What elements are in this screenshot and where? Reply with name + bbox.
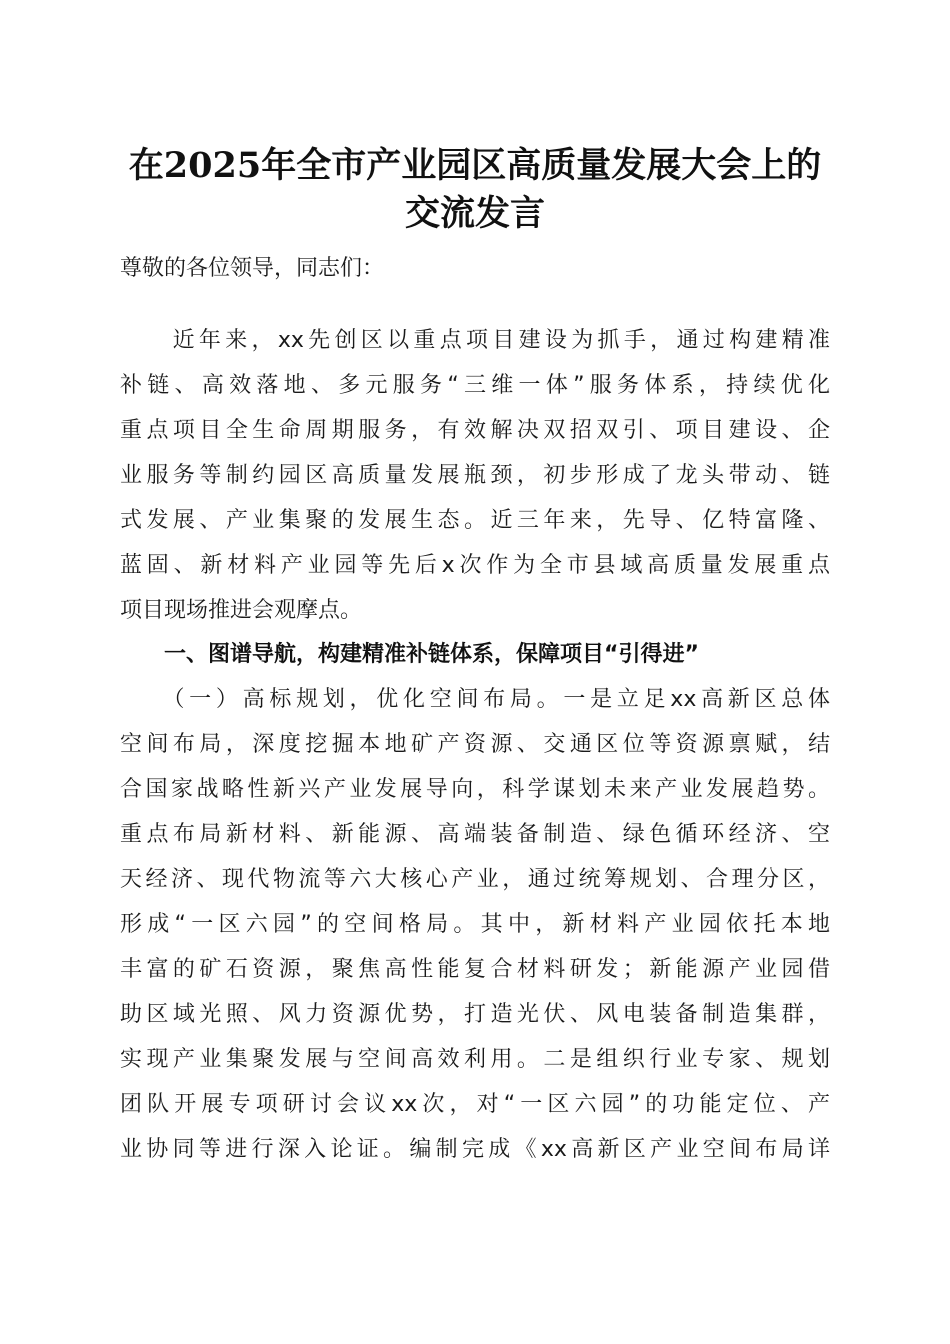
salutation: 尊敬的各位领导，同志们：: [120, 256, 385, 281]
paragraph-2-line: 团队开展专项研讨会议xx次，对“一区六园”的功能定位、产: [120, 1092, 830, 1117]
paragraph-1-line: 补链、高效落地、多元服务“三维一体”服务体系，持续优化: [120, 373, 830, 398]
paragraph-2-line: 实现产业集聚发展与空间高效利用。二是组织行业专家、规划: [120, 1047, 830, 1072]
section-1-heading: 一、图谱导航，构建精准补链体系，保障项目“引得进”: [120, 642, 699, 667]
paragraph-2-line: 重点布局新材料、新能源、高端装备制造、绿色循环经济、空: [120, 822, 830, 847]
paragraph-1-line: 重点项目全生命周期服务，有效解决双招双引、项目建设、企: [120, 418, 830, 443]
document-title-line-1: 在2025年全市产业园区高质量发展大会上的: [128, 145, 822, 186]
paragraph-2-line: 业协同等进行深入论证。编制完成《xx高新区产业空间布局详: [120, 1137, 830, 1162]
paragraph-2-line: 助区域光照、风力资源优势，打造光伏、风电装备制造集群，: [120, 1002, 830, 1027]
paragraph-1-line: 业服务等制约园区高质量发展瓶颈，初步形成了龙头带动、链: [120, 463, 830, 488]
paragraph-2-line: 天经济、现代物流等六大核心产业，通过统筹规划、合理分区，: [120, 867, 830, 892]
paragraph-1-line: 项目现场推进会观摩点。: [120, 598, 363, 623]
paragraph-2-line: 合国家战略性新兴产业发展导向，科学谋划未来产业发展趋势。: [120, 777, 830, 802]
paragraph-1-line: 蓝固、新材料产业园等先后x次作为全市县域高质量发展重点: [120, 553, 830, 578]
paragraph-1-line: 近年来，xx先创区以重点项目建设为抓手，通过构建精准: [120, 328, 830, 353]
paragraph-2-line: 形成“一区六园”的空间格局。其中，新材料产业园依托本地: [120, 912, 830, 937]
paragraph-2-line: （一）高标规划，优化空间布局。一是立足xx高新区总体: [120, 687, 830, 712]
paragraph-1-line: 式发展、产业集聚的发展生态。近三年来，先导、亿特富隆、: [120, 508, 830, 533]
paragraph-2-line: 空间布局，深度挖掘本地矿产资源、交通区位等资源禀赋，结: [120, 732, 830, 757]
document-title-line-2: 交流发言: [404, 193, 545, 234]
paragraph-2-line: 丰富的矿石资源，聚焦高性能复合材料研发；新能源产业园借: [120, 957, 830, 982]
